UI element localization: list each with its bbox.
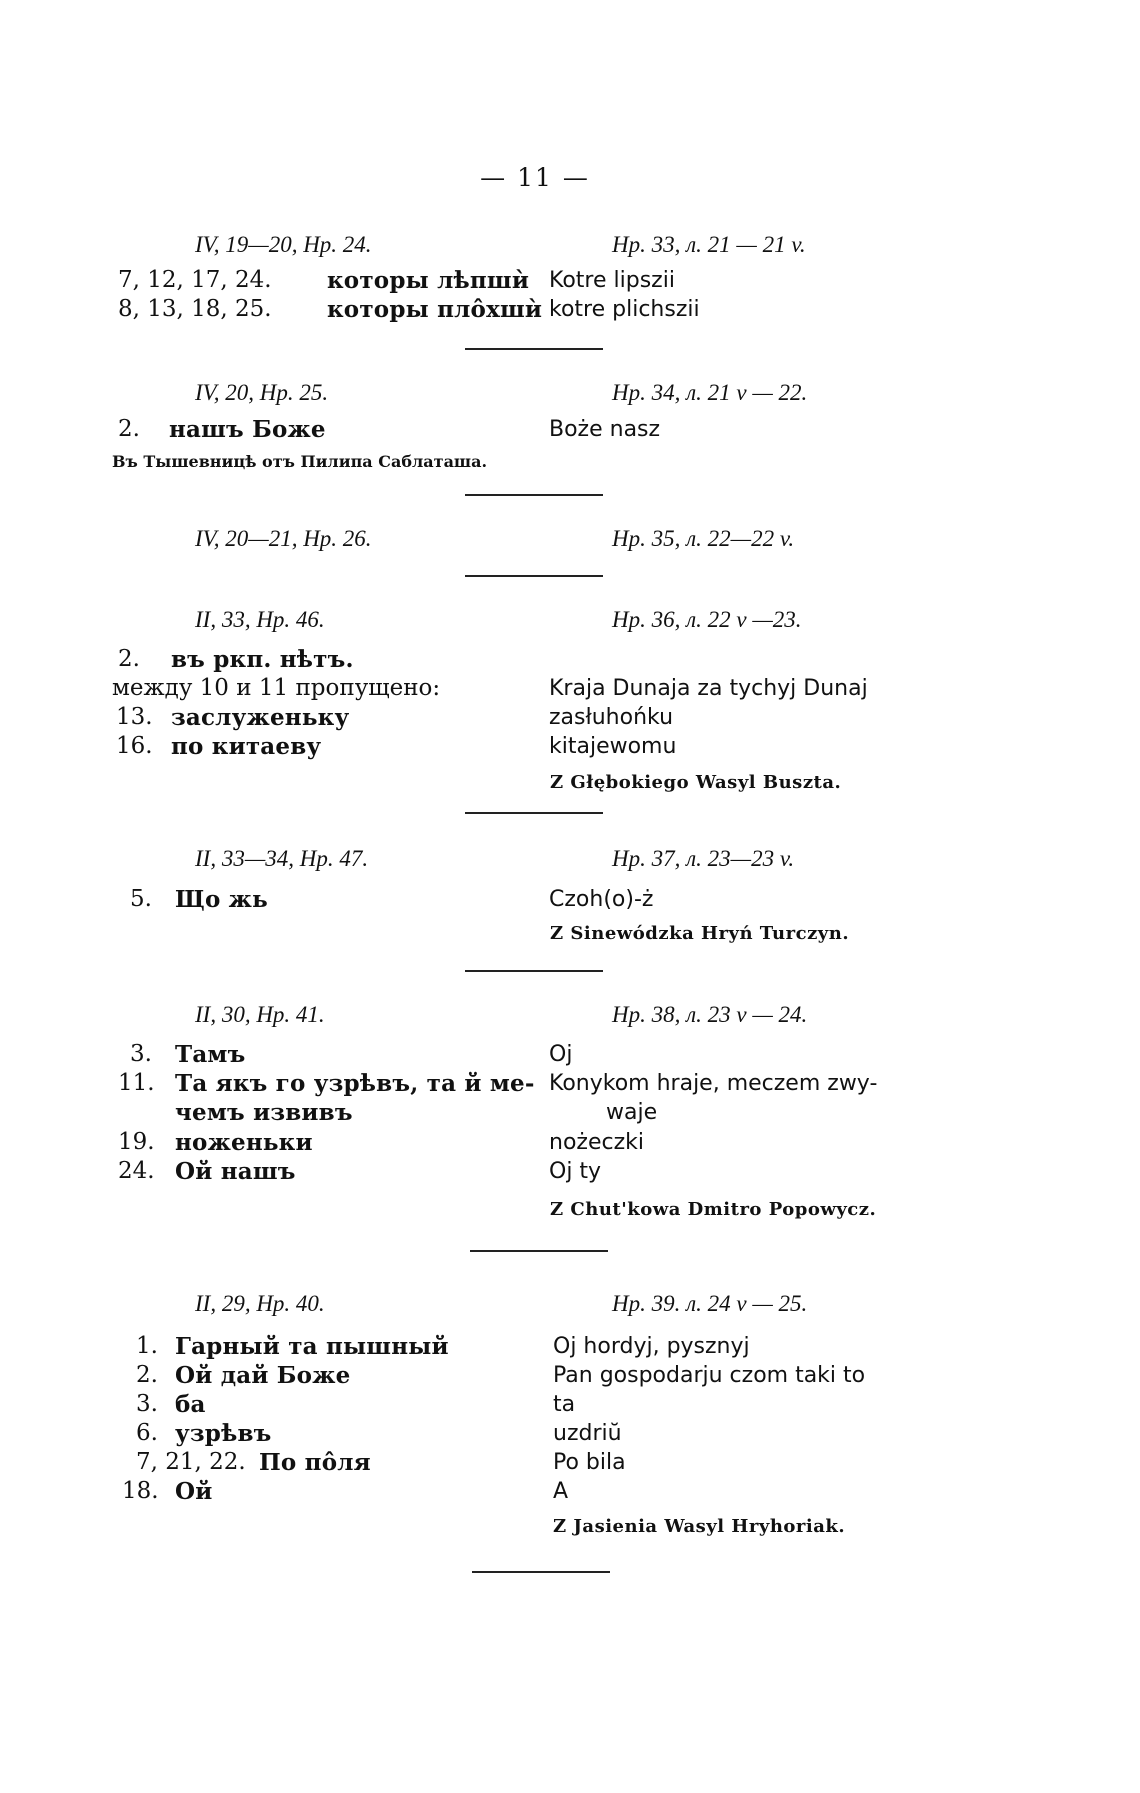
right-text: nożeczki xyxy=(549,1130,644,1155)
section-divider xyxy=(465,494,603,496)
right-text: uzdriŭ xyxy=(553,1421,622,1446)
left-text: Гарный та пышный xyxy=(175,1333,449,1360)
section-divider xyxy=(465,348,603,350)
line-number: 18. xyxy=(122,1478,159,1504)
section-1-left-header: IV, 19—20, Нр. 24. xyxy=(195,232,372,257)
section-7-left-header: II, 29, Нр. 40. xyxy=(195,1291,325,1316)
line-number: 8, 13, 18, 25. xyxy=(118,296,272,322)
left-text: ба xyxy=(175,1391,206,1418)
section-2-left-header: IV, 20, Нр. 25. xyxy=(195,380,329,405)
left-text: Ой дай Боже xyxy=(175,1362,351,1389)
left-text: въ ркп. нѣтъ. xyxy=(171,646,354,673)
section-4-right-header: Нр. 36, л. 22 v —23. xyxy=(612,607,802,632)
left-text: ноженьки xyxy=(175,1129,313,1156)
line-number: 11. xyxy=(118,1070,155,1096)
right-text: Oj hordyj, pysznyj xyxy=(553,1334,750,1359)
right-text: kitajewomu xyxy=(549,734,677,759)
source-note: Z Głębokiego Wasyl Buszta. xyxy=(550,772,842,793)
section-6-left-header: II, 30, Нр. 41. xyxy=(195,1002,325,1027)
line-number: 13. xyxy=(116,704,153,730)
line-number: 5. xyxy=(130,886,152,912)
left-text: Ой xyxy=(175,1478,213,1505)
section-4-left-header: II, 33, Нр. 46. xyxy=(195,607,325,632)
right-text: kotre plichszii xyxy=(549,297,700,322)
left-text: нашъ Боже xyxy=(169,416,326,443)
section-5-left-header: II, 33—34, Нр. 47. xyxy=(195,846,369,871)
section-divider xyxy=(465,812,603,814)
section-5-right-header: Нр. 37, л. 23—23 v. xyxy=(612,846,795,871)
left-text: Що жь xyxy=(175,886,268,913)
right-text-continuation: waje xyxy=(606,1100,658,1125)
right-text: zasłuhońku xyxy=(549,705,674,730)
source-note: Z Chut'kowa Dmitro Popowycz. xyxy=(550,1199,877,1220)
line-number: 6. xyxy=(136,1420,158,1446)
left-text: которы лѣпшѝ xyxy=(327,267,530,294)
left-text: по китаеву xyxy=(171,733,322,760)
left-text: По пôля xyxy=(259,1449,371,1476)
right-text: Konykom hraje, meczem zwy- xyxy=(549,1071,878,1096)
line-number: 1. xyxy=(136,1333,158,1359)
left-source-note: Въ Тышевницѣ отъ Пилипа Саблаташа. xyxy=(112,452,488,471)
right-text: A xyxy=(553,1479,569,1504)
left-text-continuation: чемъ извивъ xyxy=(175,1099,353,1126)
right-text: Oj ty xyxy=(549,1159,602,1184)
left-text: заслуженьку xyxy=(171,704,350,731)
line-number: 24. xyxy=(118,1158,155,1184)
right-text: Oj xyxy=(549,1042,573,1067)
right-text: Po bila xyxy=(553,1450,626,1475)
section-divider xyxy=(465,970,603,972)
left-text: Та якъ го узрѣвъ, та й ме- xyxy=(175,1070,535,1097)
line-number: 19. xyxy=(118,1129,155,1155)
section-1-right-header: Нр. 33, л. 21 — 21 v. xyxy=(612,232,806,257)
line-note: между 10 и 11 пропущено: xyxy=(112,675,441,701)
section-divider xyxy=(470,1250,608,1252)
section-3-left-header: IV, 20—21, Нр. 26. xyxy=(195,526,372,551)
line-number: 7, 12, 17, 24. xyxy=(118,267,272,293)
right-text: Kraja Dunaja za tychyj Dunaj xyxy=(549,676,868,701)
right-text: Kotre lipszii xyxy=(549,268,675,293)
line-number: 7, 21, 22. xyxy=(136,1449,246,1475)
left-text: которы плôхшѝ xyxy=(327,296,543,323)
source-note: Z Jasienia Wasyl Hryhoriak. xyxy=(553,1516,846,1537)
page-number: — 11 — xyxy=(480,163,590,192)
section-7-right-header: Нр. 39. л. 24 v — 25. xyxy=(612,1291,808,1316)
right-text: Pan gospodarju czom taki to xyxy=(553,1363,866,1388)
section-3-right-header: Нр. 35, л. 22—22 v. xyxy=(612,526,795,551)
right-text: ta xyxy=(553,1392,576,1417)
line-number: 2. xyxy=(118,646,140,672)
source-note: Z Sinewódzka Hryń Turczyn. xyxy=(550,923,850,944)
right-text: Boże nasz xyxy=(549,417,661,442)
section-2-right-header: Нр. 34, л. 21 v — 22. xyxy=(612,380,808,405)
line-number: 2. xyxy=(118,416,140,442)
line-number: 3. xyxy=(136,1391,158,1417)
line-number: 3. xyxy=(130,1041,152,1067)
section-divider xyxy=(465,575,603,577)
section-6-right-header: Нр. 38, л. 23 v — 24. xyxy=(612,1002,808,1027)
line-number: 16. xyxy=(116,733,153,759)
line-number: 2. xyxy=(136,1362,158,1388)
right-text: Czoh(o)-ż xyxy=(549,887,654,912)
left-text: Тамъ xyxy=(175,1041,246,1068)
left-text: узрѣвъ xyxy=(175,1420,272,1447)
section-divider xyxy=(472,1571,610,1573)
left-text: Ой нашъ xyxy=(175,1158,296,1185)
